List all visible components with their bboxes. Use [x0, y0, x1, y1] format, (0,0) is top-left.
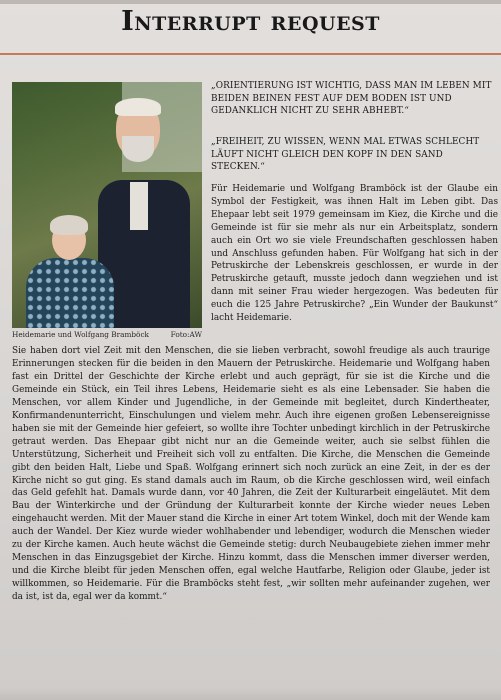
caption-credit: Foto:AW [170, 330, 202, 339]
quote-orientation: „ORIENTIERUNG IST WICHTIG, DASS MAN IM LEBEN MIT BEIDEN BEINEN FEST AUF DEM BODEN IST UND GEDANKLICH NICHT ZU SEHR ABHEBT.“ [211, 81, 492, 117]
couple-photo [12, 82, 202, 328]
quote-freedom: „FREIHEIT, ZU WISSEN, WENN MAL ETWAS SCHLECHT LÄUFT NICHT GLEICH DEN KOPF IN DEN SAND STECKEN.“ [211, 137, 480, 173]
body-paragraph: Sie haben dort viel Zeit mit den Menschen, die sie lieben verbracht, sowohl freudige als auch traurige Erinnerungen stecken für die beiden in den Mauern der Petruskirche. Heidemarie und Wolfgang haben fast ein Drittel der Geschichte der Kirche erlebt und auch geprägt, für sie ist die Kirche und die Gemeinde ein Stück, ein Teil ihres Lebens, Heidemarie sieht es als eine Lebensader. Sie haben die Menschen, vor allem Kinder und Jugendliche, in der Gemeinde mit begleitet, durch Kindertheater, Konfirmandenunterricht, Einschulungen und vielem mehr. Auch ihre eigenen großen Lebensereignisse haben sie mit der Gemeinde hier gefeiert, so wollte ihre Tochter unbedingt kirchlich in der Petruskirche getraut werden. Das Ehepaar gibt nicht nur an die Gemeinde weiter, auch sie selbst fühlen die Unterstützung, Sicherheit und Freiheit sich voll zu entfalten. Die Kirche, die Menschen die Gemeinde gibt den beiden Halt, Liebe und Spaß. Wolfgang erinnert sich noch zurück an eine Zeit, in der es der Kirche nicht so gut ging. Es stand damals auch im Raum, ob die Kirche geschlossen wird, weil einfach das Geld gefehlt hat. Damals wurde dann, vor 40 Jahren, die Zeit der Kulturarbeit eingeläutet. Mit dem Bau der Winterkirche und der Gründung der Kulturarbeit konnte der Kirche wieder neues Leben eingehaucht werden. Mit der Mauer stand die Kirche in einer Art totem Winkel, doch mit der Wende kam auch der Wandel. Der Kiez wurde wieder wohlhabender und lebendiger, wodurch die Menschen wieder zu der Kirche kamen. Auch heute wächst die Gemeinde stetig: durch Neubaugebiete ziehen immer mehr Menschen in das Einzugsgebiet der Kirche. Hinzu kommt, dass die Menschen immer diverser werden, und die Kirche bleibt für jeden Menschen offen, egal welche Hautfarbe, Religion oder Glaube, jeder ist willkommen, so Heidemarie. Für die Bramböcks steht fest, „wir sollten mehr aufeinander zugehen, wer da ist, ist da, egal wer da kommt.“ [12, 346, 490, 603]
intro-paragraph: Für Heidemarie und Wolfgang Bramböck ist der Glaube ein Symbol der Festigkeit, was ihnen Halt im Leben gibt. Das Ehepaar lebt seit 1979 gemeinsam im Kiez, die Kirche und die Gemeinde ist für sie mehr als nur ein Arbeitsplatz, sondern auch ein Ort wo sie viele Freundschaften geschlossen haben und Anschluss gefunden haben. Für Wolfgang hat sich in der Petruskirche der Lebenskreis geschlossen, er wurde in der Petruskirche getauft, musste jedoch dann wegziehen und ist dann mit seiner Frau wieder hergezogen. Was bedeuten für euch die 125 Jahre Petruskirche? „Ein Wunder der Baukunst“ lacht Heidemarie. [211, 184, 498, 324]
top-rail [0, 0, 501, 4]
photo-caption [12, 330, 202, 339]
title-divider [0, 53, 501, 55]
bottom-rail [0, 688, 501, 700]
page-title: Interrupt request [121, 6, 380, 37]
caption-names: Heidemarie und Wolfgang Bramböck [12, 330, 149, 339]
